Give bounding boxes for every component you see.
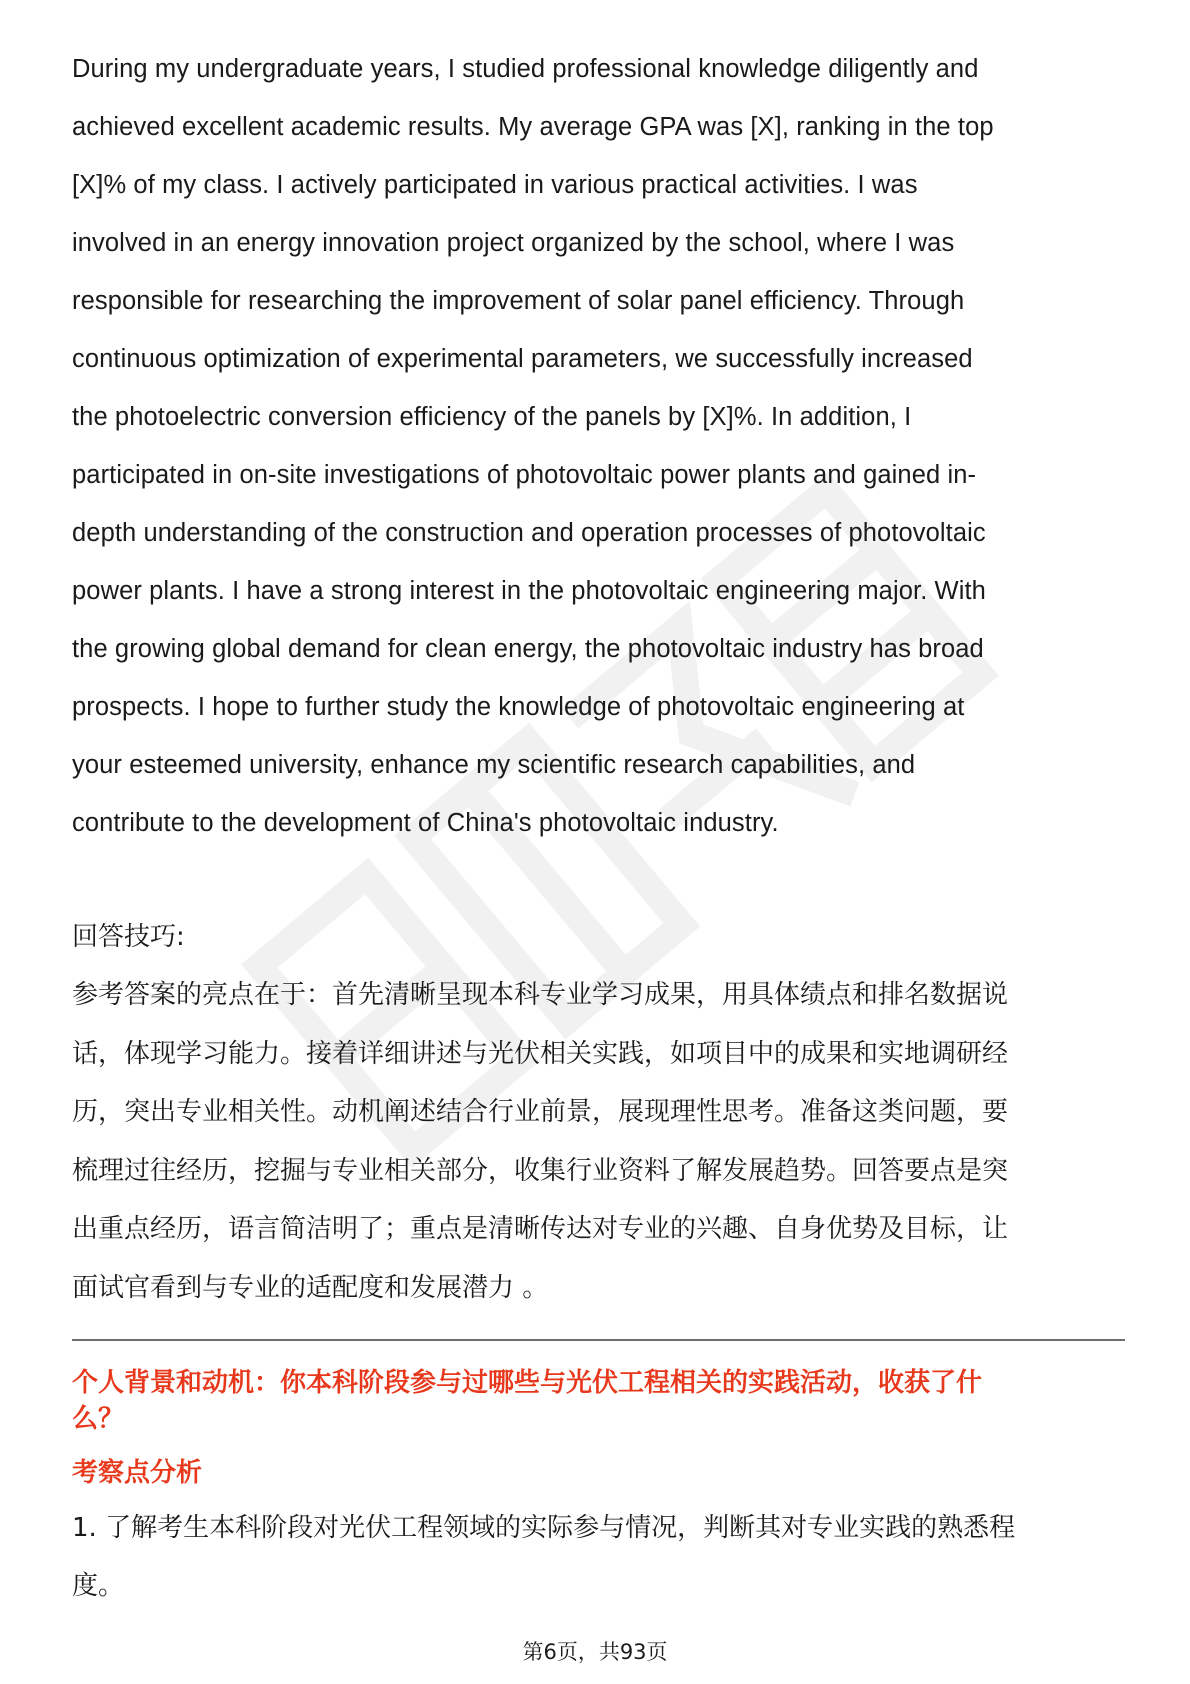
analysis-heading: 考察点分析 [72, 1458, 203, 1488]
page-content [72, 40, 1122, 1615]
section-divider [72, 1339, 1125, 1341]
answer-paragraph: During my undergraduate years, I studied professional knowledge diligently and achieved excellent academic results. My average GPA was [X], ranking in the top [X]% of my class. I actively participated in various practical activities. I was involved in an energy innovation project organized by the school, where I was responsible for researching the improvement of solar panel efficiency. Through continuous optimization of experimental parameters, we successfully increased the photoelectric conversion efficiency of the panels by [X]%. In addition, I participated in on-site investigations of photovoltaic power plants and gained in- depth understanding of the construction and operation processes of photovoltaic power plants. I have a strong interest in the photovoltaic engineering major. With the growing global demand for clean energy, the photovoltaic industry has broad prospects. I hope to further study the knowledge of photovoltaic engineering at your esteemed university, enhance my scientific research capabilities, and contribute to the development of China's photovoltaic industry. [72, 55, 994, 837]
tips-body: 参考答案的亮点在于：首先清晰呈现本科专业学习成果，用具体绩点和排名数据说 话，体现学习能力。接着详细讲述与光伏相关实践，如项目中的成果和实地调研经 历，突出专业相关性。动机阐述结合行业前景，展现理性思考。准备这类问题，要 梳理过往经历，挖掘与专业相关部分，收集行业资料了解发展趋势。回答要点是突 出重点经历，语言简洁明了；重点是清晰传达对专业的兴趣、自身优势及目标，让 面试官看到与专业的适配度和发展潜力 。 [72, 980, 1009, 1303]
tips-heading: 回答技巧: [72, 922, 185, 952]
page-footer: 第6页，共93页 [522, 1640, 668, 1664]
question-title: 个人背景和动机：你本科阶段参与过哪些与光伏工程相关的实践活动，收获了什 么？ [72, 1368, 983, 1434]
analysis-point-1: 1. 了解考生本科阶段对光伏工程领域的实际参与情况，判断其对专业实践的熟悉程 度。 [72, 1513, 1016, 1601]
